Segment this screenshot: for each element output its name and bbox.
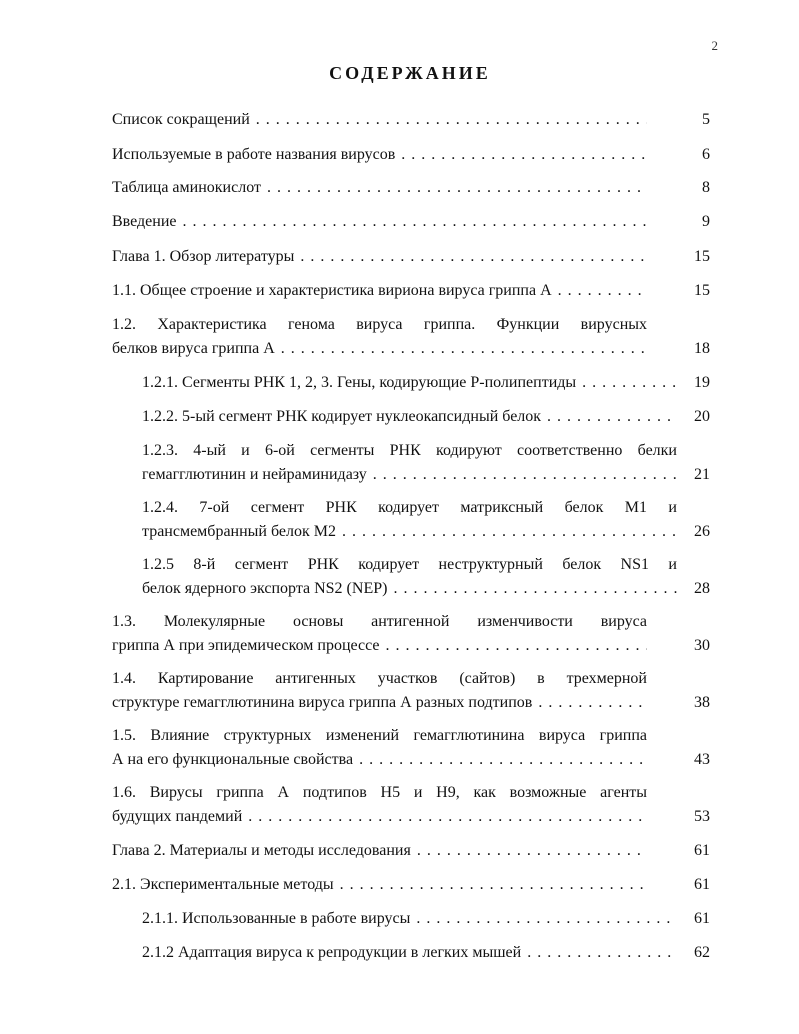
toc-entry-title: 1.4. Картирование антигенных участков (сайтов) в трехмерной bbox=[112, 670, 647, 687]
toc-entry bbox=[112, 279, 710, 303]
toc-entry-title-cont: трансмембранный белок M2 bbox=[142, 523, 336, 540]
toc-entry-title: 1.1. Общее строение и характеристика вириона вируса гриппа А bbox=[112, 282, 552, 299]
toc-entry-page: 61 bbox=[694, 842, 710, 859]
toc-entry-title: 1.2.1. Сегменты РНК 1, 2, 3. Гены, кодирующие Р-полипептиды bbox=[142, 374, 577, 391]
toc-entry-title-cont: гемагглютинин и нейраминидазу bbox=[142, 466, 367, 483]
toc-entry-page: 21 bbox=[694, 466, 710, 483]
page-title: СОДЕРЖАНИЕ bbox=[329, 63, 491, 83]
toc-entry-title: 2.1.1. Использованные в работе вирусы bbox=[142, 910, 411, 927]
toc-entry-title-cont: структуре гемагглютинина вируса гриппа А разных подтипов bbox=[112, 694, 533, 711]
toc-entry bbox=[142, 439, 710, 487]
toc-entry bbox=[142, 405, 710, 429]
toc-entry-title: 1.2.4. 7-ой сегмент РНК кодирует матриксный белок M1 и bbox=[142, 499, 677, 516]
toc-entry bbox=[142, 553, 710, 601]
toc-entry-title: Таблица аминокислот bbox=[112, 179, 261, 196]
leader-dots bbox=[334, 873, 647, 897]
toc-entry-title: Глава 1. Обзор литературы bbox=[112, 248, 295, 265]
toc-entry-title: 1.2.5 8-й сегмент РНК кодирует неструктурный белок NS1 и bbox=[142, 556, 677, 573]
leader-dots bbox=[177, 210, 648, 234]
toc-entry-title: 1.2.3. 4-ый и 6-ой сегменты РНК кодируют соответственно белки bbox=[142, 442, 677, 459]
toc-entry-title: 1.3. Молекулярные основы антигенной изменчивости вируса bbox=[112, 613, 647, 630]
leader-dots bbox=[367, 463, 677, 487]
page-number: 2 bbox=[711, 38, 718, 53]
toc-entry-page: 9 bbox=[702, 213, 710, 230]
toc-entry-title-cont: белков вируса гриппа А bbox=[112, 340, 275, 357]
toc-entry-title: 1.6. Вирусы гриппа А подтипов Н5 и Н9, как возможные агенты bbox=[112, 784, 647, 801]
leader-dots bbox=[552, 279, 647, 303]
toc-entry-page: 38 bbox=[694, 694, 710, 711]
toc-entry bbox=[112, 724, 710, 772]
toc-entry-page: 15 bbox=[694, 282, 710, 299]
toc-entry-title: Используемые в работе названия вирусов bbox=[112, 146, 396, 163]
toc-entry-page: 61 bbox=[694, 910, 710, 927]
toc-entry-page: 53 bbox=[694, 808, 710, 825]
toc-entry-title: 1.2.2. 5-ый сегмент РНК кодирует нуклеокапсидный белок bbox=[142, 408, 542, 425]
leader-dots bbox=[410, 907, 677, 931]
toc-entry-title: 2.1. Экспериментальные методы bbox=[112, 876, 334, 893]
leader-dots bbox=[242, 805, 647, 829]
leader-dots bbox=[387, 577, 677, 601]
leader-dots bbox=[395, 143, 647, 167]
toc-entry bbox=[112, 313, 710, 361]
leader-dots bbox=[294, 245, 647, 269]
toc-entry-page: 6 bbox=[702, 146, 710, 163]
toc-entry-page: 8 bbox=[702, 179, 710, 196]
leader-dots bbox=[353, 748, 647, 772]
toc-entry bbox=[112, 108, 710, 132]
toc-entry-title: Список сокращений bbox=[112, 111, 250, 128]
toc-entry-title: 2.1.2 Адаптация вируса к репродукции в легких мышей bbox=[142, 944, 522, 961]
toc-entry-title-cont: белок ядерного экспорта NS2 (NEP) bbox=[142, 580, 388, 597]
toc-entry-title-cont: гриппа А при эпидемическом процессе bbox=[112, 637, 380, 654]
toc-entry-page: 28 bbox=[694, 580, 710, 597]
toc-entry bbox=[112, 176, 710, 200]
toc-entry bbox=[112, 667, 710, 715]
toc-entry bbox=[112, 210, 710, 234]
toc-entry bbox=[142, 371, 710, 395]
toc-entry-page: 20 bbox=[694, 408, 710, 425]
leader-dots bbox=[541, 405, 677, 429]
toc-entry bbox=[112, 610, 710, 658]
toc-entry-title-cont: будущих пандемий bbox=[112, 808, 243, 825]
toc-entry-title-cont: А на его функциональные свойства bbox=[112, 751, 354, 768]
leader-dots bbox=[521, 941, 677, 965]
toc-entry bbox=[142, 907, 710, 931]
leader-dots bbox=[411, 839, 647, 863]
toc-entry-page: 26 bbox=[694, 523, 710, 540]
toc-entry-page: 18 bbox=[694, 340, 710, 357]
toc-entry bbox=[112, 245, 710, 269]
leader-dots bbox=[261, 176, 647, 200]
toc-entry-page: 5 bbox=[702, 111, 710, 128]
toc-entry-page: 30 bbox=[694, 637, 710, 654]
leader-dots bbox=[380, 634, 647, 658]
toc-entry bbox=[142, 941, 710, 965]
toc-entry bbox=[112, 781, 710, 829]
toc-entry-title: Глава 2. Материалы и методы исследования bbox=[112, 842, 411, 859]
leader-dots bbox=[576, 371, 677, 395]
toc-entry-page: 62 bbox=[694, 944, 710, 961]
leader-dots bbox=[336, 520, 677, 544]
toc-entry bbox=[112, 873, 710, 897]
toc-entry-title: Введение bbox=[112, 213, 177, 230]
leader-dots bbox=[250, 108, 647, 132]
toc-entry-page: 43 bbox=[694, 751, 710, 768]
toc-entry-page: 19 bbox=[694, 374, 710, 391]
toc-entry-title: 1.5. Влияние структурных изменений гемагглютинина вируса гриппа bbox=[112, 727, 647, 744]
toc-entry-title: 1.2. Характеристика генома вируса гриппа. Функции вирусных bbox=[112, 316, 647, 333]
toc-entry bbox=[112, 143, 710, 167]
toc-entry-page: 61 bbox=[694, 876, 710, 893]
toc-entry-page: 15 bbox=[694, 248, 710, 265]
toc-entry bbox=[112, 839, 710, 863]
leader-dots bbox=[532, 691, 647, 715]
toc-entry bbox=[142, 496, 710, 544]
leader-dots bbox=[275, 337, 647, 361]
